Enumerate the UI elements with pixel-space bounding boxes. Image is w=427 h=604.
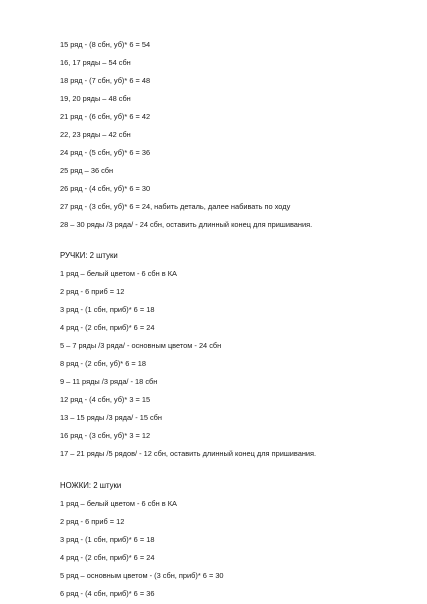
text-line: 2 ряд - 6 приб = 12 <box>60 517 125 526</box>
text-line: 13 – 15 ряды /3 ряда/ - 15 сбн <box>60 413 162 422</box>
text-line: 18 ряд - (7 сбн, уб)* 6 = 48 <box>60 76 151 85</box>
text-line: 17 – 21 ряды /5 рядов/ - 12 сбн, оставить длинный конец для пришивания. <box>60 449 317 458</box>
text-line: 19, 20 ряды – 48 сбн <box>60 94 131 103</box>
text-line: 9 – 11 ряды /3 ряда/ - 18 сбн <box>60 377 158 386</box>
text-line: 25 ряд – 36 сбн <box>60 166 114 175</box>
text-line: 26 ряд - (4 сбн, уб)* 6 = 30 <box>60 184 151 193</box>
text-line: 3 ряд - (1 сбн, приб)* 6 = 18 <box>60 305 155 314</box>
text-line: 15 ряд - (8 сбн, уб)* 6 = 54 <box>60 40 151 49</box>
text-line: 22, 23 ряды – 42 сбн <box>60 130 131 139</box>
text-line: 16, 17 ряды – 54 сбн <box>60 58 131 67</box>
text-line: 3 ряд - (1 сбн, приб)* 6 = 18 <box>60 535 155 544</box>
text-line: 5 ряд – основным цветом - (3 сбн, приб)* 6 = 30 <box>60 571 224 580</box>
text-line: 27 ряд - (3 сбн, уб)* 6 = 24, набить деталь, далее набивать по ходу <box>60 202 291 211</box>
section-heading-arms: РУЧКИ: 2 штуки <box>60 251 118 260</box>
text-line: 12 ряд - (4 сбн, уб)* 3 = 15 <box>60 395 151 404</box>
text-line: 24 ряд - (5 сбн, уб)* 6 = 36 <box>60 148 151 157</box>
text-line: 28 – 30 ряды /3 ряда/ - 24 сбн, оставить длинный конец для пришивания. <box>60 220 313 229</box>
text-line: 1 ряд – белый цветом - 6 сбн в КА <box>60 269 177 278</box>
text-line: 16 ряд - (3 сбн, уб)* 3 = 12 <box>60 431 151 440</box>
text-line: 4 ряд - (2 сбн, приб)* 6 = 24 <box>60 553 155 562</box>
text-line: 6 ряд - (4 сбн, приб)* 6 = 36 <box>60 589 155 598</box>
section-heading-legs: НОЖКИ: 2 штуки <box>60 481 122 490</box>
text-line: 4 ряд - (2 сбн, приб)* 6 = 24 <box>60 323 155 332</box>
text-line: 5 – 7 ряды /3 ряда/ - основным цветом - 24 сбн <box>60 341 222 350</box>
text-line: 1 ряд – белый цветом - 6 сбн в КА <box>60 499 177 508</box>
text-line: 2 ряд - 6 приб = 12 <box>60 287 125 296</box>
text-line: 21 ряд - (6 сбн, уб)* 6 = 42 <box>60 112 151 121</box>
text-line: 8 ряд - (2 сбн, уб)* 6 = 18 <box>60 359 146 368</box>
